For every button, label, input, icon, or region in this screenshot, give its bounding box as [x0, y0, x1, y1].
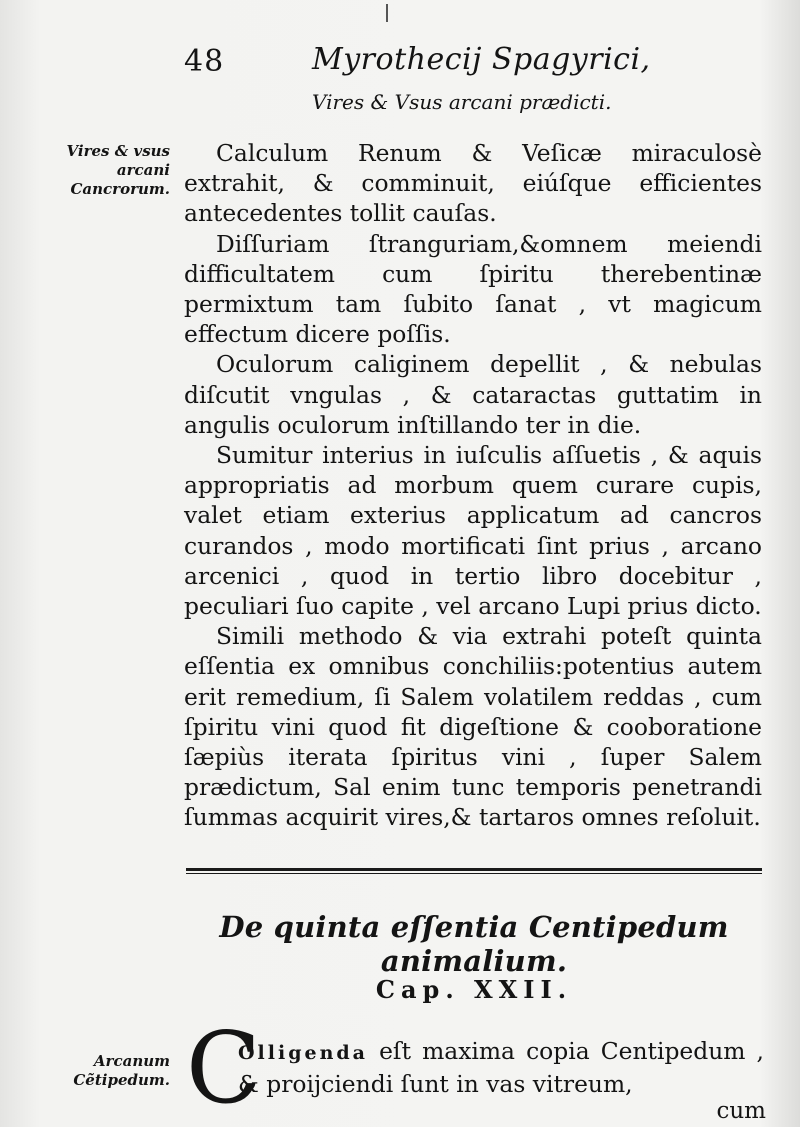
- paragraph: Simili methodo & via extrahi poteſt quinta eſſentia ex omnibus conchiliis:potentius autem erit remedium, ſi Salem volatilem reddas , cum ſpiritu vini quod fit digeſtione & cooboratione ſæpiùs iterata ſpiritus vini , ſuper Salem prædictum, Sal enim tunc temporis penetrandi ſummas acquirit vires,& tartaros omnes reſoluit.: [184, 622, 762, 832]
- drop-capital: C: [186, 1012, 261, 1126]
- chapter-title: De quinta eſſentia Centipedum animalium.: [219, 910, 729, 978]
- chapter-number: Cap. XXII.: [375, 975, 573, 1004]
- catchword: cum: [716, 1098, 766, 1124]
- page-blemish: [386, 4, 388, 22]
- opening-text: eſt maxima copia Centipedum , & proijciendi ſunt in vas vitreum,: [238, 1037, 764, 1098]
- page-number: 48: [184, 44, 225, 79]
- margin-note-arcanum: Arcanum Cẽtipedum.: [73, 1052, 170, 1089]
- section-divider: [186, 868, 762, 876]
- paragraph: Calculum Renum & Veſicæ miraculosè extrahit, & comminuit, eiúſque efficientes antecedentes tollit cauſas.: [184, 139, 762, 228]
- paragraph: Sumitur interius in iuſculis aſſuetis , & aquis appropriatis ad morbum quem curare cupis, valet etiam exterius applicatum ad cancros curandos , modo mortificati ſint prius , arcano arcenici , quod in tertio libro docebitur , peculiari ſuo capite , vel arcano Lupi prius dicto.: [184, 441, 762, 621]
- section-subheading: Vires & Vsus arcani prædicti.: [312, 90, 612, 114]
- paragraph: Diſſuriam ſtranguriam,&omnem meiendi difficultatem cum ſpiritu therebentinæ permixtum tam ſubito ſanat , vt magicum effectum dicere poſſis.: [184, 229, 762, 349]
- margin-note-vires: Vires & vsus arcani Cancrorum.: [66, 142, 170, 198]
- body-text: [184, 138, 762, 833]
- page-header: [0, 38, 800, 88]
- opening-smallcaps: Olligenda: [238, 1042, 368, 1064]
- paragraph: Oculorum caliginem depellit , & nebulas diſcutit vngulas , & cataractas guttatim in angulis oculorum inſtillando ter in die.: [184, 350, 762, 439]
- running-title: Myrothecij Spagyrici,: [312, 42, 651, 77]
- chapter-opening-text: [238, 1036, 764, 1100]
